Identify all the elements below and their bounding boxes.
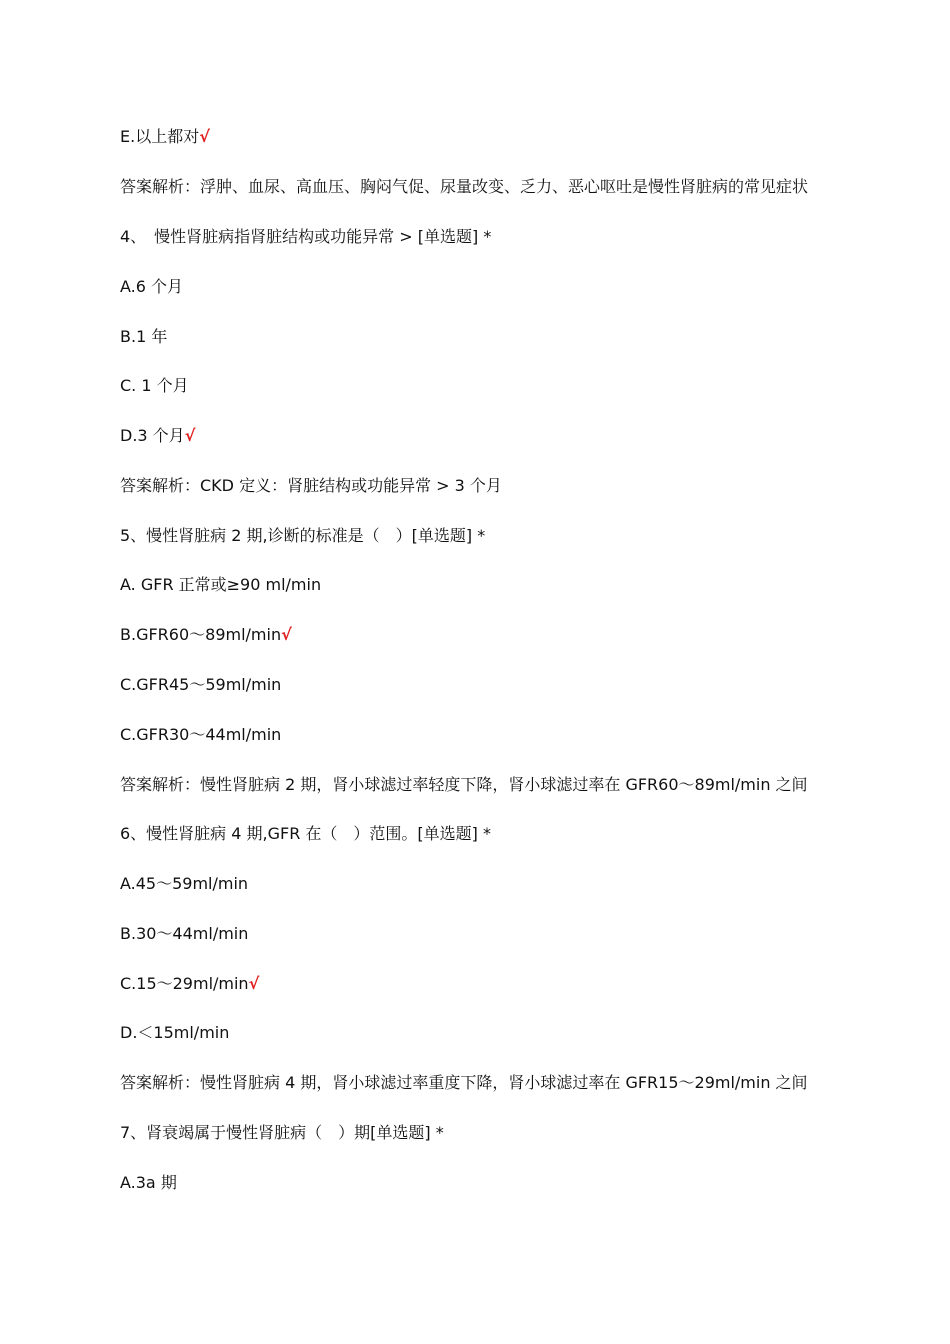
answer-explanation-6 [120,1072,880,1094]
line-text: A.45～59ml/min [120,874,249,893]
line-text: 4、 慢性肾脏病指肾脏结构或功能异常 > [单选题] * [120,227,492,246]
line-text: 5、慢性肾脏病 2 期,诊断的标准是（ ）[单选题] * [120,526,486,545]
line-text: 答案解析：浮肿、血尿、高血压、胸闷气促、尿量改变、乏力、恶心呕吐是慢性肾脏病的常见症状 [120,177,809,196]
answer-explanation-3 [120,176,880,198]
q5-option-a [120,574,880,596]
option-e-correct [120,126,880,148]
line-text: 6、慢性肾脏病 4 期,GFR 在（ ）范围。[单选题] * [120,824,491,843]
line-text: D.3 个月 [120,426,185,445]
q6-option-b [120,923,880,945]
line-text: A.6 个月 [120,277,184,296]
q5-option-c [120,674,880,696]
line-text: C. 1 个月 [120,376,189,395]
line-text: D.＜15ml/min [120,1023,230,1042]
q4-option-a [120,276,880,298]
q5-option-c2 [120,724,880,746]
question-4 [120,226,880,248]
question-7 [120,1122,880,1144]
q6-option-d [120,1022,880,1044]
q7-option-a [120,1172,880,1194]
line-text: E.以上都对 [120,127,200,146]
correct-check-icon: √ [199,127,210,146]
question-5 [120,525,880,547]
q4-option-b [120,326,880,348]
line-text: B.1 年 [120,327,168,346]
correct-check-icon: √ [248,974,260,993]
line-text: A.3a 期 [120,1173,177,1192]
line-text: C.GFR45～59ml/min [120,675,282,694]
line-text: B.30～44ml/min [120,924,249,943]
q6-option-c-correct [120,973,880,995]
answer-explanation-4 [120,475,880,497]
q5-option-b-correct [120,624,880,646]
answer-explanation-5 [120,774,880,796]
q6-option-a [120,873,880,895]
correct-check-icon: √ [184,426,196,445]
line-text: C.15～29ml/min [120,974,249,993]
q4-option-c [120,375,880,397]
line-text: 答案解析：CKD 定义：肾脏结构或功能异常 > 3 个月 [120,476,502,495]
line-text: B.GFR60～89ml/min [120,625,282,644]
line-text: 答案解析：慢性肾脏病 2 期，肾小球滤过率轻度下降，肾小球滤过率在 GFR60～89ml/min 之间 [120,775,808,794]
line-text: C.GFR30～44ml/min [120,725,282,744]
line-text: 7、肾衰竭属于慢性肾脏病（ ）期[单选题] * [120,1123,444,1142]
question-6 [120,823,880,845]
line-text: A. GFR 正常或≥90 ml/min [120,575,322,594]
correct-check-icon: √ [281,625,292,644]
q4-option-d-correct [120,425,880,447]
line-text: 答案解析：慢性肾脏病 4 期，肾小球滤过率重度下降，肾小球滤过率在 GFR15～29ml/min 之间 [120,1073,808,1092]
